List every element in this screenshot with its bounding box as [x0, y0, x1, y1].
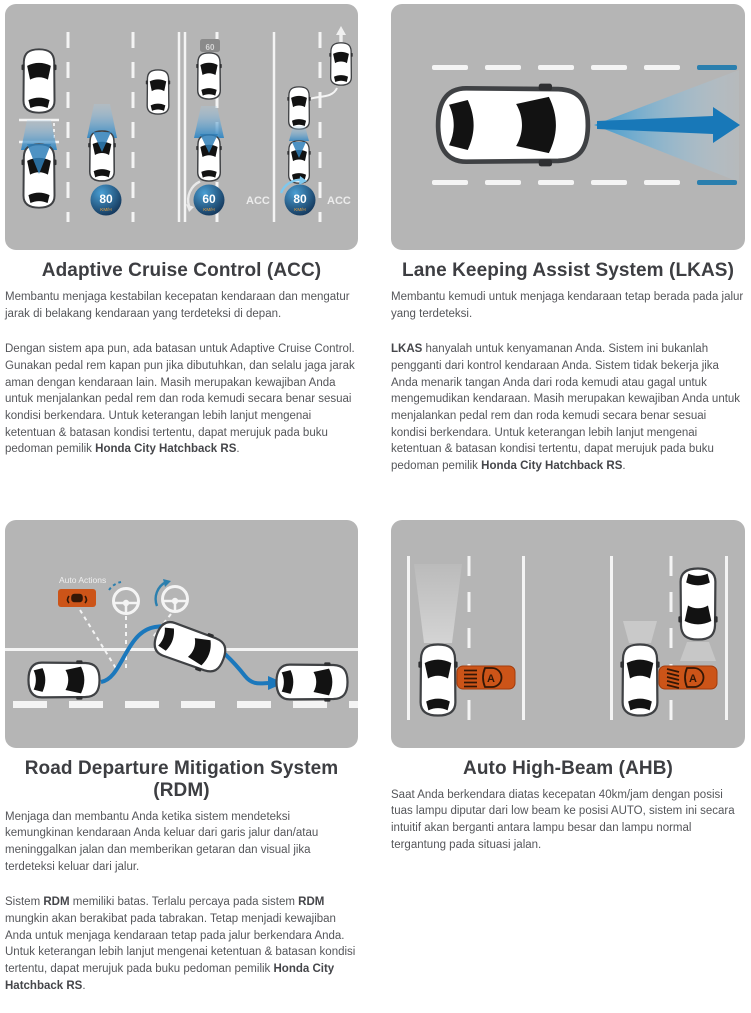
svg-text:60: 60: [202, 192, 216, 206]
text-segment: Saat Anda berkendara diatas kecepatan 40km/jam dengan posisi tuas lampu diputar dari low beam ke posisi AUTO, sistem ini secara intuitif akan berganti antara lampu besar dan lampu normal tergantung pada situasi jalan.: [391, 788, 735, 851]
bold-text-segment: LKAS: [391, 343, 423, 356]
feature-disclaimer: [5, 894, 358, 994]
feature-card-lkas: [391, 4, 745, 494]
svg-text:KM/H: KM/H: [100, 207, 112, 212]
low-beam-indicator-icon: [659, 666, 717, 689]
text-segment: .: [82, 979, 86, 992]
ahb-illustration: [391, 520, 745, 748]
feature-disclaimer: [391, 341, 745, 474]
bold-text-segment: RDM: [43, 896, 70, 909]
svg-text:60: 60: [205, 43, 215, 52]
text-segment: Membantu kemudi untuk menjaga kendaraan tetap berada pada jalur yang terdeteksi.: [391, 291, 744, 320]
text-segment: Sistem: [5, 896, 44, 909]
acc-label: ACC: [246, 195, 270, 207]
speed-limit-sign: [200, 39, 220, 52]
bold-text-segment: RDM: [298, 896, 325, 909]
feature-card-acc: [5, 4, 358, 494]
text-segment: Menjaga dan membantu Anda ketika sistem mendeteksi kemungkinan kendaraan Anda keluar dari garis jalur dan/atau meninggalkan jalan dan memberikan getaran dan visual jika terdeteksi keluar dari jalur.: [5, 810, 319, 873]
auto-actions-badge: [58, 589, 96, 607]
ahb-diagram: [391, 520, 745, 748]
rdm-diagram: [5, 520, 358, 748]
feature-card-rdm: [5, 520, 358, 1013]
rdm-illustration: [5, 520, 358, 748]
other-car-icon: [146, 70, 170, 114]
ego-car-icon: [28, 660, 99, 699]
acc-diagram: [5, 4, 358, 250]
bold-text-segment: Honda City Hatchback RS: [5, 963, 335, 992]
feature-grid: [5, 4, 747, 1013]
high-beam-indicator-icon: [457, 666, 515, 689]
lead-car-icon: [196, 53, 221, 99]
feature-disclaimer: [5, 341, 358, 458]
lkas-illustration: [391, 4, 745, 250]
ego-car-icon: [438, 84, 588, 167]
svg-text:80: 80: [99, 192, 113, 206]
svg-text:A: A: [689, 672, 697, 685]
text-segment: .: [622, 460, 626, 473]
detected-lane-marker: [697, 65, 737, 70]
oncoming-car-icon: [678, 568, 717, 639]
auto-actions-label: Auto Actions: [59, 574, 107, 585]
corrected-car-icon: [276, 662, 347, 701]
feature-title: Road Departure Mitigation System (RDM): [24, 757, 339, 801]
lead-car-icon: [22, 49, 57, 112]
bold-text-segment: Honda City Hatchback RS: [95, 443, 237, 456]
text-segment: hanyalah untuk kenyamanan Anda. Sistem ini bukanlah pengganti dari kontrol kendaraan Anda. Sistem tidak bekerja jika Anda menarik tangan Anda dari roda kemudi atau gagal untuk mengemudikan kendaraan. Masih merupakan kewajiban Anda untuk menjalankan pedal rem dan roda kemudi secara benar sesuai kondisi berkendara. Untuk keterangan lebih lanjut mengenai ketentuan & batasan kondisi tertentu, dapat merujuk pada buku pedoman pemilik: [391, 343, 741, 473]
feature-title: Lane Keeping Assist System (LKAS): [401, 260, 734, 281]
svg-text:A: A: [487, 672, 495, 685]
svg-text:KM/H: KM/H: [203, 207, 215, 212]
ego-car-icon: [620, 644, 659, 715]
feature-card-ahb: [391, 520, 745, 1013]
text-segment: memiliki batas. Terlalu percaya pada sistem: [69, 896, 299, 909]
text-segment: .: [236, 443, 240, 456]
feature-summary: [391, 787, 745, 854]
text-segment: Membantu menjaga kestabilan kecepatan kendaraan dan mengatur jarak di belakang kendaraan yang terdeteksi di depan.: [5, 291, 350, 320]
ego-car-icon: [418, 644, 457, 715]
speed-badge: [91, 185, 122, 216]
lead-car-icon: [287, 87, 310, 129]
cutout-car-icon: [329, 43, 352, 85]
lkas-diagram: [391, 4, 745, 250]
svg-text:KM/H: KM/H: [294, 207, 306, 212]
acc-illustration: [5, 4, 358, 250]
acc-label: ACC: [327, 195, 351, 207]
detected-lane-marker: [697, 180, 737, 185]
feature-title: Adaptive Cruise Control (ACC): [41, 260, 322, 281]
text-segment: Dengan sistem apa pun, ada batasan untuk Adaptive Cruise Control. Gunakan pedal rem kapan pun jika dibutuhkan, dan selalu jaga jarak aman dengan kendaraan lain. Masih merupakan kewajiban Anda untuk menjalankan pedal rem dan roda kemudi secara benar sesuai kondisi berkendara. Untuk keterangan lebih lanjut mengenai ketentuan & batasan kondisi tertentu, dapat merujuk pada buku pedoman pemilik: [5, 343, 355, 456]
feature-summary: [5, 809, 358, 876]
svg-text:80: 80: [293, 192, 307, 206]
feature-title: Auto High-Beam (AHB): [463, 757, 673, 779]
bold-text-segment: Honda City Hatchback RS: [481, 460, 623, 473]
text-segment: mungkin akan berakibat pada tabrakan. Tetap menjadi kewajiban Anda untuk menjaga kendaraan tetap pada jalur berkendara Anda. Untuk keterangan lebih lanjut mengenai ketentuan & batasan kondisi tertentu, dapat merujuk pada buku pedoman pemilik: [5, 913, 356, 976]
feature-summary: [5, 289, 358, 322]
feature-summary: [391, 289, 745, 322]
